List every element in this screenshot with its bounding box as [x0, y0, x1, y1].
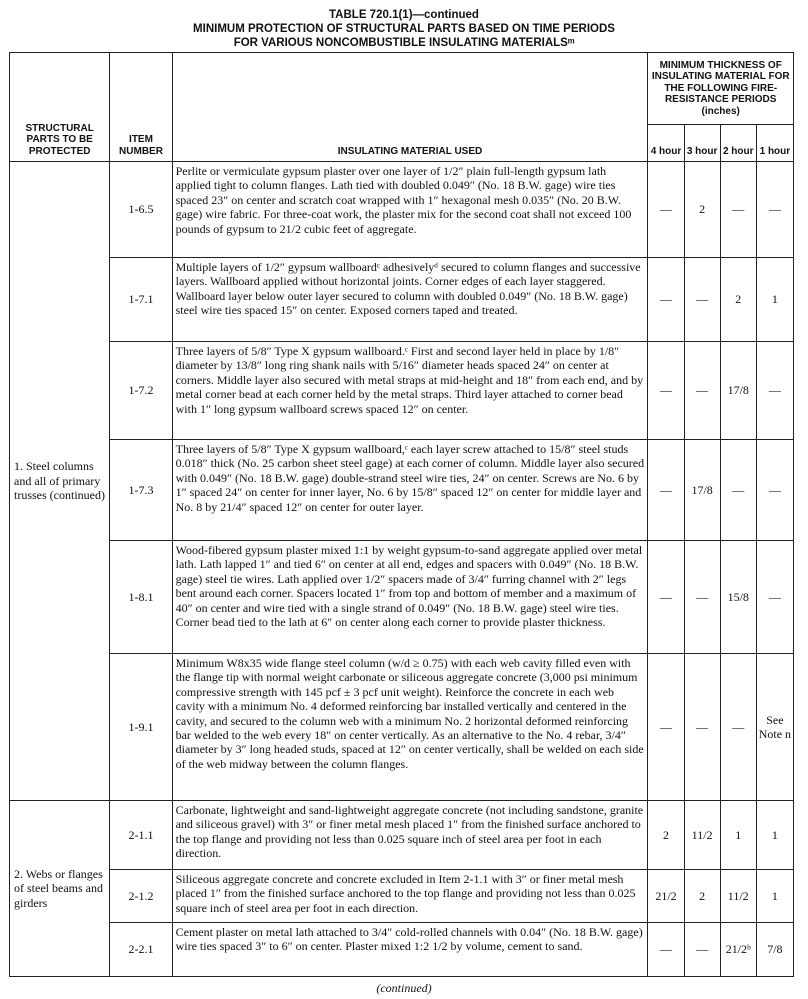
continued-note: (continued)	[376, 981, 432, 995]
item-number: 1-8.1	[110, 541, 172, 654]
item-description: Carbonate, lightweight and sand-lightweight aggregate concrete (not including sandstone, granite and siliceous gravel) with 3″ or finer metal mesh placed 1″ from the finished surface anchored to the top flange and providing not less than 0.025 square inch of steel area per foot in each direction.	[172, 801, 648, 870]
table-subtitle-2: FOR VARIOUS NONCOMBUSTIBLE INSULATING MATERIALSᵐ	[233, 37, 575, 49]
table-row	[10, 258, 794, 342]
value-2-hour: 21/2ᵇ	[720, 923, 756, 977]
item-description: Three layers of 5/8″ Type X gypsum wallboard,ᶜ each layer screw attached to 15/8″ steel studs 0.018″ thick (No. 25 carbon sheet steel gage) at each corner of column. Middle layer also secured with 0.049″ (No. 18 B.W. gage) double-strand steel wire ties, 24″ on center. Screws are No. 6 by 1″ spaced 24″ on center for inner layer, No. 6 by 15/8″ spaced 12″ on center for middle layer and No. 8 by 21/4″ spaced 12″ on center for outer layer.	[172, 440, 648, 541]
item-description: Multiple layers of 1/2″ gypsum wallboardᶜ adhesivelyᵈ secured to column flanges and successive layers. Wallboard applied without horizontal joints. Corner edges of each layer staggered. Wallboard layer below outer layer secured to column with doubled 0.049″ (No. 18 B.W. gage) steel wire ties spaced 15″ on center. Exposed corners taped and treated.	[172, 258, 648, 342]
header-structural-parts: STRUCTURAL PARTS TO BE PROTECTED	[10, 53, 110, 162]
table-row	[10, 342, 794, 440]
table-row	[10, 541, 794, 654]
header-item-number: ITEM NUMBER	[110, 53, 172, 162]
value-2-hour: —	[720, 654, 756, 801]
value-4-hour: —	[648, 541, 684, 654]
value-2-hour: 11/2	[720, 870, 756, 923]
value-3-hour: 2	[684, 870, 720, 923]
value-4-hour: —	[648, 440, 684, 541]
item-description: Minimum W8x35 wide flange steel column (w/d ≥ 0.75) with each web cavity filled even with the flange tip with normal weight carbonate or siliceous aggregate concrete (3,000 psi minimum compressive strength with 145 pcf ± 3 pcf unit weight). Reinforce the concrete in each web cavity with a minimum No. 4 deformed reinforcing bar installed vertically and centered in the cavity, and secured to the column web with a minimum No. 2 horizontal deformed reinforcing bar welded to the web every 18″ on center vertically. As an alternative to the No. 4 rebar, 3/4″ diameter by 3″ long headed studs, spaced at 12″ on center vertically, shall be welded on each side of the web midway between the column flanges.	[172, 654, 648, 801]
value-3-hour: 11/2	[684, 801, 720, 870]
protection-table	[9, 52, 794, 977]
header-insulating-material: INSULATING MATERIAL USED	[172, 53, 648, 162]
table-row	[10, 923, 794, 977]
table-row	[10, 654, 794, 801]
value-1-hour: 1	[756, 258, 793, 342]
item-description: Perlite or vermiculate gypsum plaster over one layer of 1/2″ plain full-length gypsum lath applied tight to column flanges. Lath tied with doubled 0.049″ (No. 18 B.W. gage) wire ties spaced 23″ on center and scratch coat wrapped with 1″ hexagonal mesh 0.035″ (No. 20 B.W. gage) wire fabric. For three-coat work, the plaster mix for the second coat shall not exceed 100 pounds of gypsum to 21/2 cubic feet of aggregate.	[172, 162, 648, 258]
header-4-hour: 4 hour	[648, 125, 684, 162]
value-3-hour: —	[684, 654, 720, 801]
value-3-hour: 2	[684, 162, 720, 258]
value-4-hour: —	[648, 342, 684, 440]
value-1-hour: —	[756, 541, 793, 654]
value-4-hour: —	[648, 654, 684, 801]
header-minimum-thickness: MINIMUM THICKNESS OF INSULATING MATERIAL FOR THE FOLLOWING FIRE-RESISTANCE PERIODS (inches)	[648, 53, 794, 125]
value-2-hour: 2	[720, 258, 756, 342]
value-2-hour: —	[720, 440, 756, 541]
item-number: 1-7.3	[110, 440, 172, 541]
table-subtitle-1: MINIMUM PROTECTION OF STRUCTURAL PARTS BASED ON TIME PERIODS	[193, 23, 615, 35]
table-row	[10, 801, 794, 870]
value-2-hour: 17/8	[720, 342, 756, 440]
table-title: TABLE 720.1(1)—continued	[329, 9, 479, 21]
header-3-hour: 3 hour	[684, 125, 720, 162]
value-3-hour: —	[684, 342, 720, 440]
group-label-steel-beams: 2. Webs or flanges of steel beams and girders	[10, 801, 110, 977]
item-number: 2-2.1	[110, 923, 172, 977]
value-2-hour: 15/8	[720, 541, 756, 654]
item-description: Siliceous aggregate concrete and concrete excluded in Item 2-1.1 with 3″ or finer metal mesh placed 1″ from the finished surface anchored to the top flange and providing not less than 0.025 square inch of steel area per foot in each direction.	[172, 870, 648, 923]
item-number: 1-7.1	[110, 258, 172, 342]
item-description: Wood-fibered gypsum plaster mixed 1:1 by weight gypsum-to-sand aggregate applied over metal lath. Lath lapped 1″ and tied 6″ on center at all end, edges and spacers with 0.049″ (No. 18 B.W. gage) steel tie wires. Lath applied over 1/2″ spacers made of 3/4″ furring channel with 2″ legs bent around each corner. Spacers located 1″ from top and bottom of member and a maximum of 40″ on center and wire tied with a single strand of 0.049″ (No. 18 B.W. gage) steel wire ties. Corner bead tied to the lath at 6″ on center along each corner to provide plaster thickness.	[172, 541, 648, 654]
value-3-hour: 17/8	[684, 440, 720, 541]
value-1-hour: 1	[756, 870, 793, 923]
table-row	[10, 440, 794, 541]
item-description: Three layers of 5/8″ Type X gypsum wallboard.ᶜ First and second layer held in place by 1/8″ diameter by 13/8″ long ring shank nails with 5/16″ diameter heads spaced 24″ on center at corners. Middle layer also secured with metal straps at mid-height and 18″ from each end, and by metal corner bead at each corner held by the metal straps. Third layer attached to corner bead with 1″ long gypsum wallboard screws spaced 12″ on center.	[172, 342, 648, 440]
value-1-hour: —	[756, 342, 793, 440]
item-number: 2-1.1	[110, 801, 172, 870]
item-number: 1-9.1	[110, 654, 172, 801]
value-4-hour: 2	[648, 801, 684, 870]
value-3-hour: —	[684, 923, 720, 977]
header-1-hour: 1 hour	[756, 125, 793, 162]
value-2-hour: 1	[720, 801, 756, 870]
value-1-hour: 7/8	[756, 923, 793, 977]
value-4-hour: —	[648, 162, 684, 258]
value-1-hour: 1	[756, 801, 793, 870]
value-1-hour: —	[756, 162, 793, 258]
value-4-hour: 21/2	[648, 870, 684, 923]
value-3-hour: —	[684, 541, 720, 654]
value-4-hour: —	[648, 258, 684, 342]
value-1-hour: See Note n	[756, 654, 793, 801]
item-number: 1-6.5	[110, 162, 172, 258]
value-2-hour: —	[720, 162, 756, 258]
table-row	[10, 870, 794, 923]
value-4-hour: —	[648, 923, 684, 977]
item-number: 1-7.2	[110, 342, 172, 440]
table-row	[10, 162, 794, 258]
item-number: 2-1.2	[110, 870, 172, 923]
value-3-hour: —	[684, 258, 720, 342]
group-label-steel-columns: 1. Steel columns and all of primary trusses (continued)	[10, 162, 110, 801]
header-2-hour: 2 hour	[720, 125, 756, 162]
item-description: Cement plaster on metal lath attached to 3/4″ cold-rolled channels with 0.04″ (No. 18 B.W. gage) wire ties spaced 3″ to 6″ on center. Plaster mixed 1:2 1/2 by volume, cement to sand.	[172, 923, 648, 977]
value-1-hour: —	[756, 440, 793, 541]
